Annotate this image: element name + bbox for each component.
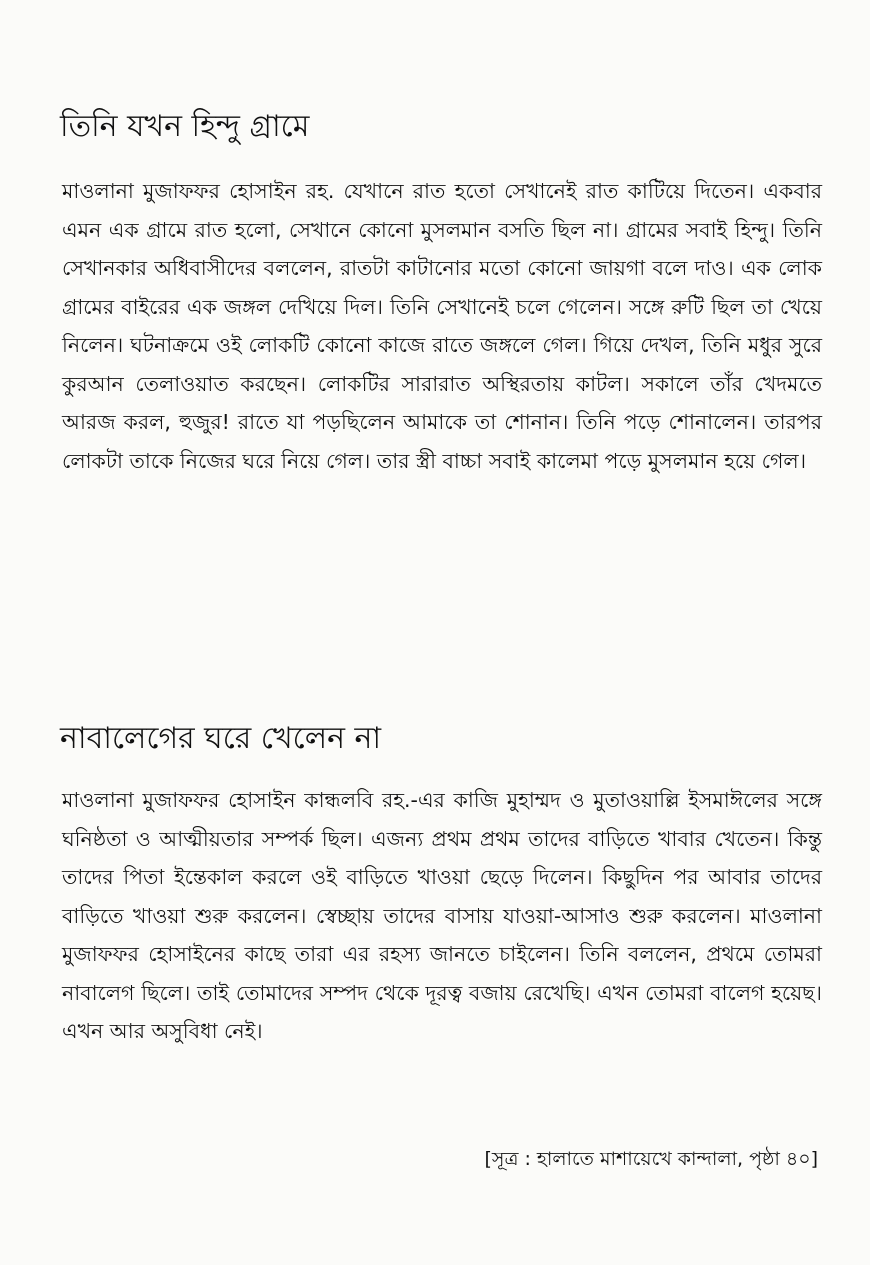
- section-paragraph-hindu-village: মাওলানা মুজাফফর হোসাইন রহ. যেখানে রাত হতো সেখানেই রাত কাটিয়ে দিতেন। একবার এমন এক গ্রামে রাত হলো, সেখানে কোনো মুসলমান বসতি ছিল না। গ্রামের সবাই হিন্দু। তিনি সেখানকার অধিবাসীদের বললেন, রাতটা কাটানোর মতো কোনো জায়গা বলে দাও। এক লোক গ্রামের বাইরের এক জঙ্গল দেখিয়ে দিল। তিনি সেখানেই চলে গেলেন। সঙ্গে রুটি ছিল তা খেয়ে নিলেন। ঘটনাক্রমে ওই লোকটি কোনো কাজে রাতে জঙ্গলে গেল। গিয়ে দেখল, তিনি মধুর সুরে কুরআন তেলাওয়াত করছেন। লোকটির সারারাত অস্থিরতায় কাটল। সকালে তাঁর খেদমতে আরজ করল, হুজুর! রাতে যা পড়ছিলেন আমাকে তা শোনান। তিনি পড়ে শোনালেন। তারপর লোকটা তাকে নিজের ঘরে নিয়ে গেল। তার স্ত্রী বাচ্চা সবাই কালেমা পড়ে মুসলমান হয়ে গেল।: [62, 179, 822, 473]
- section-heading-hindu-village: তিনি যখন হিন্দু গ্রামে: [60, 109, 310, 144]
- section-heading-minor-house: নাবালেগের ঘরে খেলেন না: [60, 721, 382, 756]
- source-citation: [সূত্র : হালাতে মাশায়েখে কান্দালা, পৃষ্ঠা ৪০]: [484, 1148, 818, 1170]
- section-paragraph-minor-house: মাওলানা মুজাফফর হোসাইন কান্ধলবি রহ.-এর কাজি মুহাম্মদ ও মুতাওয়াল্লি ইসমাঈলের সঙ্গে ঘনিষ্ঠতা ও আত্মীয়তার সম্পর্ক ছিল। এজন্য প্রথম প্রথম তাদের বাড়িতে খাবার খেতেন। কিন্তু তাদের পিতা ইন্তেকাল করলে ওই বাড়িতে খাওয়া ছেড়ে দিলেন। কিছুদিন পর আবার তাদের বাড়িতে খাওয়া শুরু করলেন। স্বেচ্ছায় তাদের বাসায় যাওয়া-আসাও শুরু করলেন। মাওলানা মুজাফফর হোসাইনের কাছে তারা এর রহস্য জানতে চাইলেন। তিনি বললেন, প্রথমে তোমরা নাবালেগ ছিলে। তাই তোমাদের সম্পদ থেকে দূরত্ব বজায় রেখেছি। এখন তোমরা বালেগ হয়েছ। এখন আর অসুবিধা নেই।: [62, 788, 822, 1043]
